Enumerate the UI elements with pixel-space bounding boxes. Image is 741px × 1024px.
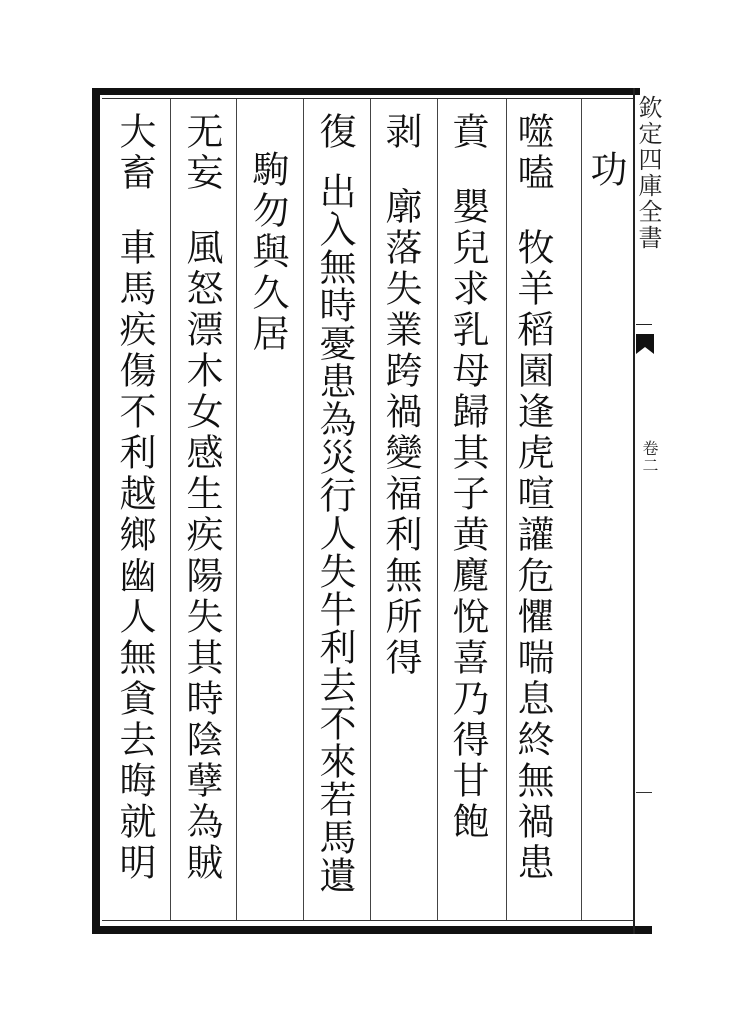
fish-tail-mark — [636, 334, 654, 354]
column-rule — [236, 99, 237, 920]
verse-text: 嬰兒求乳母歸其子黄麑悅喜乃得甘飽 — [446, 187, 489, 843]
text-column-6 — [180, 112, 223, 884]
volume-label: 卷二 — [640, 440, 659, 474]
verse-text: 車馬疾傷不利越鄉幽人無貪去晦就明 — [113, 228, 156, 884]
hexagram-name: 噬嗑 — [511, 112, 554, 194]
frame-bottom-border — [92, 926, 652, 934]
margin-rule-lower — [636, 792, 652, 793]
margin-rule — [636, 324, 652, 325]
verse-text: 牧羊稻園逢虎喧讙危懼喘息終無禍患 — [511, 228, 554, 884]
verse-text: 駒勿與久居 — [246, 150, 289, 355]
hexagram-name: 无妄 — [180, 112, 223, 194]
verse-text: 風怒漂木女感生疾陽失其時陰孽為賊 — [180, 228, 223, 884]
column-rule — [437, 99, 438, 920]
section-heading — [584, 150, 627, 191]
column-rule — [506, 99, 507, 920]
inner-top-rule — [102, 98, 633, 99]
hexagram-name: 剥 — [379, 112, 422, 153]
column-rule — [370, 99, 371, 920]
book-title: 欽定四庫全書 — [634, 95, 662, 251]
hexagram-name: 大畜 — [113, 112, 156, 194]
text-column-2 — [446, 112, 489, 843]
text-column-4 — [313, 112, 356, 894]
column-rule — [303, 99, 304, 920]
inner-bottom-rule — [102, 920, 633, 921]
heading-text: 功 — [584, 150, 627, 191]
verse-text: 廓落失業跨禍變福利無所得 — [379, 187, 422, 679]
hexagram-name: 復 — [313, 112, 356, 150]
text-column-3 — [379, 112, 422, 679]
text-column-7 — [113, 112, 156, 884]
column-rule — [170, 99, 171, 920]
verse-text: 出入無時憂患為災行人失牛利去不來若馬遺 — [313, 172, 356, 894]
text-column-5 — [246, 150, 289, 355]
column-rule — [581, 99, 582, 920]
frame-top-border — [92, 88, 640, 95]
text-column-1 — [511, 112, 554, 884]
frame-left-border — [92, 88, 100, 934]
hexagram-name: 賁 — [446, 112, 489, 153]
